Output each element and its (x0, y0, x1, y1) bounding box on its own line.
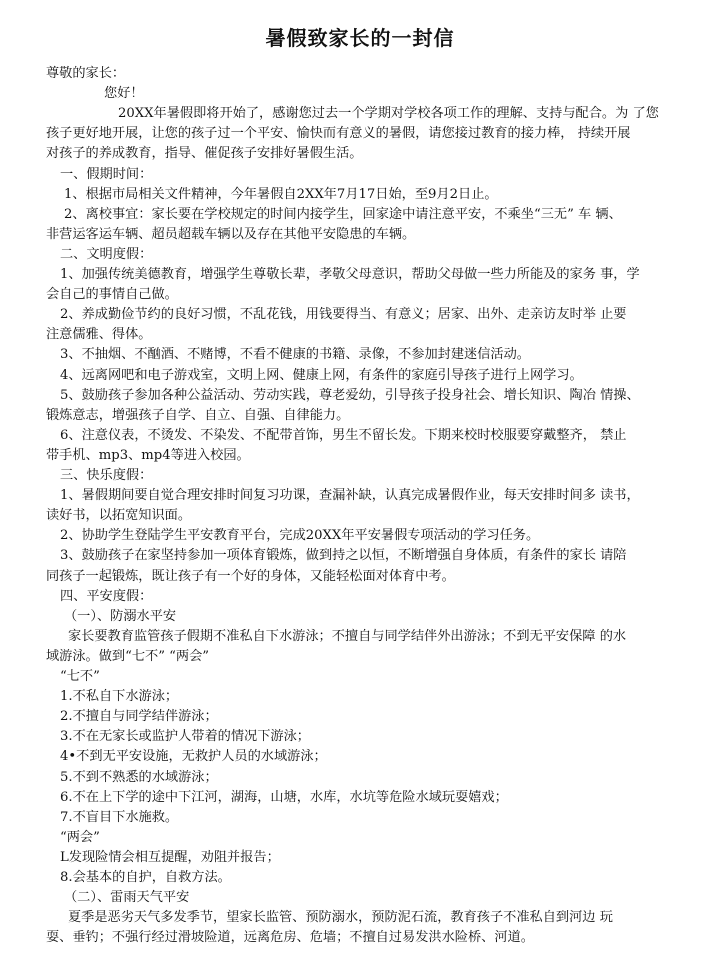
section-heading: 一、假期时间： (60, 166, 153, 182)
list-item: 6.不在上下学的途中下江河，湖海，山塘，水库，水坑等危险水域玩耍嬉戏； (60, 789, 508, 805)
document-title: 暑假致家长的一封信 (265, 26, 455, 50)
paragraph-line: 读好书，以拓宽知识面。 (46, 508, 192, 524)
paragraph-line: 1、根据市局相关文件精神，今年暑假自2XX年7月17日始，至9月2日止。 (64, 186, 498, 202)
paragraph-line: 带手机、mp3、mp4等进入校园。 (46, 447, 250, 463)
salutation: 尊敬的家长： (46, 66, 126, 81)
paragraph-line: 锻炼意志，增强孩子自学、自立、自强、自律能力。 (46, 407, 350, 423)
paragraph-line: 20XX年暑假即将开始了，感谢您过去一个学期对学校各项工作的理解、支持与配合。为 了您 (118, 106, 659, 122)
greeting: 您好！ (104, 86, 144, 102)
section-heading: 四、平安度假： (60, 588, 153, 604)
list-heading: “两会” (60, 829, 100, 845)
subsection-heading: （二）、雷雨天气平安 (64, 890, 190, 906)
paragraph-line: 6、注意仪表，不烫发、不染发、不配带首饰，男生不留长发。下期来校时校服要穿戴整齐， 禁止 (60, 427, 627, 443)
paragraph-line: 对孩子的养成教育，指导、催促孩子安排好暑假生活。 (46, 146, 363, 162)
list-item: 4•不到无平安设施，无救护人员的水域游泳； (60, 749, 327, 765)
paragraph-line: 4、远离网吧和电子游戏室，文明上网、健康上网，有条件的家庭引导孩子进行上网学习。 (60, 367, 583, 383)
paragraph-line: 1、加强传统美德教育，增强学生尊敬长辈，孝敬父母意识，帮助父母做一些力所能及的家务 事，学 (60, 267, 640, 282)
list-item: 2.不擅自与同学结伴游泳； (60, 709, 218, 725)
paragraph-line: 2、养成勤俭节约的良好习惯，不乱花钱，用钱要得当、有意义；居家、出外、走亲访友时举 止要 (60, 307, 627, 323)
list-item: 3.不在无家长或监护人带着的情况下游泳； (60, 729, 310, 745)
paragraph-line: 3、鼓励孩子在家坚持参加一项体育锻炼，做到持之以恒，不断增强自身体质，有条件的家长 请陪 (60, 548, 627, 564)
list-item: L发现险情会相互提醒，劝阻并报告； (60, 849, 280, 865)
section-heading: 三、快乐度假： (60, 468, 153, 483)
paragraph-line: 夏季是恶劣天气多发季节，望家长监管、预防溺水，预防泥石流，教育孩子不准私自到河边 玩 (68, 910, 613, 926)
list-heading: “七不” (60, 669, 100, 684)
paragraph-line: 耍、垂钓；不强行经过滑坡险道，远离危房、危墙；不擅自过易发洪水险桥、河道。 (46, 930, 534, 946)
paragraph-line: 注意儒雅、得体。 (46, 327, 152, 343)
paragraph-line: 5、鼓励孩子参加各种公益活动、劳动实践，尊老爱幼，引导孩子投身社会、增长知识、陶冶 情操、 (60, 387, 640, 403)
paragraph-line: 1、暑假期间要自觉合理安排时间复习功课，查漏补缺，认真完成暑假作业，每天安排时间多 读书， (60, 488, 640, 504)
paragraph-line: 孩子更好地开展，让您的孩子过一个平安、愉快而有意义的暑假，请您接过教育的接力棒， 持续开展 (46, 126, 631, 142)
list-item: 8.会基本的自护，自救方法。 (60, 870, 231, 885)
list-item: 7.不盲目下水施救。 (60, 809, 179, 825)
paragraph-line: 2、离校事宜：家长要在学校规定的时间内接学生，回家途中请注意平安，不乘坐“三无” 车 辆、 (64, 206, 622, 222)
list-item: 5.不到不熟悉的水域游泳； (60, 769, 218, 785)
paragraph-line: 非营运客运车辆、超员超载车辆以及存在其他平安隐患的车辆。 (46, 226, 416, 242)
paragraph-line: 家长要教育监管孩子假期不准私自下水游泳；不擅自与同学结伴外出游泳；不到无平安保障 的水 (68, 628, 627, 644)
paragraph-line: 域游泳。做到“七不” “两会” (46, 648, 210, 664)
paragraph-line: 2、协助学生登陆学生平安教育平台，完成20XX年平安暑假专项活动的学习任务。 (60, 528, 540, 544)
subsection-heading: （一）、防溺水平安 (64, 608, 177, 624)
paragraph-line: 3、不抽烟、不酗酒、不赌博，不看不健康的书籍、录像，不参加封建迷信活动。 (60, 347, 530, 363)
paragraph-line: 会自己的事情自己做。 (46, 287, 178, 303)
paragraph-line: 同孩子一起锻炼，既让孩子有一个好的身体，又能轻松面对体育中考。 (46, 568, 455, 584)
section-heading: 二、文明度假： (60, 246, 153, 262)
list-item: 1.不私自下水游泳； (60, 689, 179, 705)
